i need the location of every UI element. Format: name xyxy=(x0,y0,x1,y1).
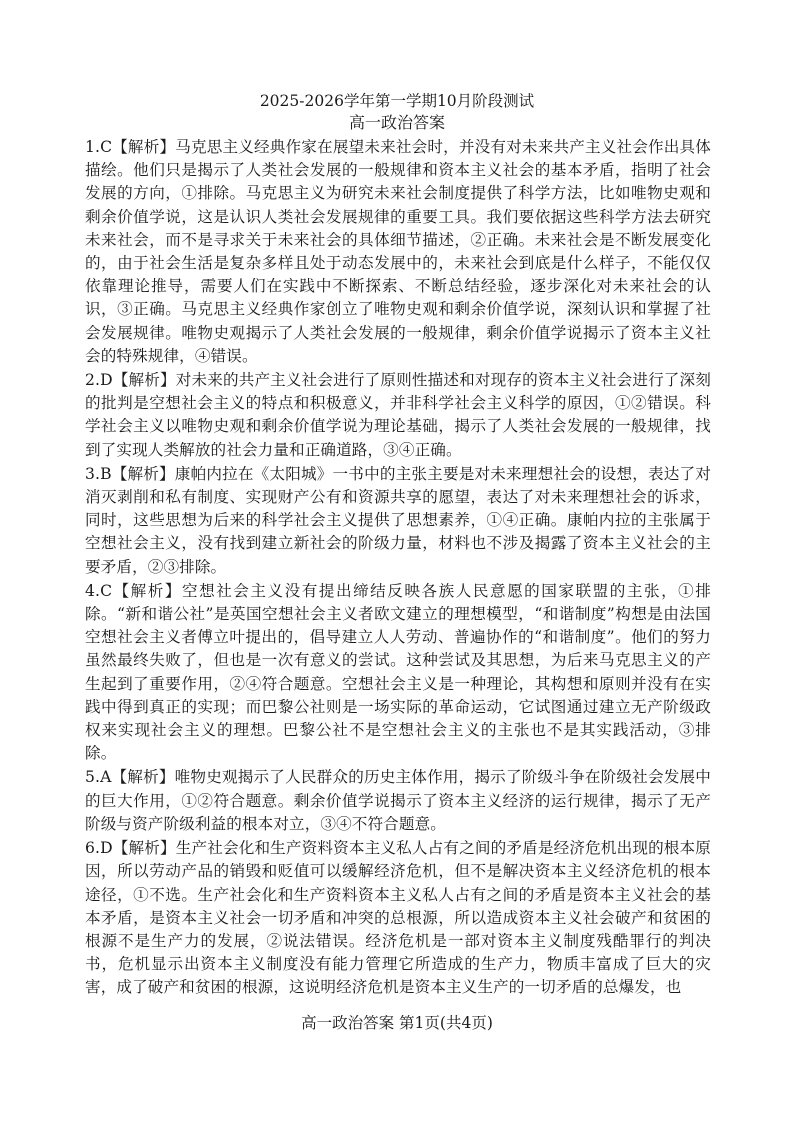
answer-item-4: 4.C【解析】空想社会主义没有提出缔结反映各族人民意愿的国家联盟的主张，①排除。“新和谐公社”是英国空想社会主义者欧文建立的理想模型，“和谐制度”构想是由法国空想社会主义者傅立叶提出的，倡导建立人人劳动、普遍协作的“和谐制度”。他们的努力虽然最终失败了，但也是一次有意义的尝试。这种尝试及其思想，为后来马克思主义的产生起到了重要作用，②④符合题意。空想社会主义是一种理论，其构想和原则并没有在实践中得到真正的实现；而巴黎公社则是一场实际的革命运动，它试图通过建立无产阶级政权来实现社会主义的理想。巴黎公社不是空想社会主义的主张也不是其实践活动，③排除。 xyxy=(85,581,711,763)
answer-item-3: 3.B【解析】康帕内拉在《太阳城》一书中的主张主要是对未来理想社会的设想，表达了对消灭剥削和私有制度、实现财产公有和资源共享的愿望，表达了对未来理想社会的诉求，同时，这些思想为后来的科学社会主义提供了思想素养，①④正确。康帕内拉的主张属于空想社会主义，没有找到建立新社会的阶级力量，材料也不涉及揭露了资本主义社会的主要矛盾，②③排除。 xyxy=(85,464,711,576)
document-subtitle: 高一政治答案 xyxy=(348,113,445,132)
answer-list xyxy=(85,136,711,1001)
document-title: 2025-2026学年第一学期10月阶段测试 xyxy=(259,92,535,110)
page-footer: 高一政治答案 第1页(共4页) xyxy=(301,1014,493,1032)
answer-item-1: 1.C【解析】马克思主义经典作家在展望未来社会时，并没有对未来共产主义社会作出具体描绘。他们只是揭示了人类社会发展的一般规律和资本主义社会的基本矛盾，指明了社会发展的方向，①排除。马克思主义为研究未来社会制度提供了科学方法，比如唯物史观和剩余价值学说，这是认识人类社会发展规律的重要工具。我们要依据这些科学方法去研究未来社会，而不是寻求关于未来社会的具体细节描述，②正确。未来社会是不断发展变化的，由于社会生活是复杂多样且处于动态发展中的，未来社会到底是什么样子，不能仅仅依靠理论推导，需要人们在实践中不断探索、不断总结经验，逐步深化对未来社会的认识，③正确。马克思主义经典作家创立了唯物史观和剩余价值学说，深刻认识和掌握了社会发展规律。唯物史观揭示了人类社会发展的一般规律，剩余价值学说揭示了资本主义社会的特殊规律，④错误。 xyxy=(85,138,711,365)
answer-item-5: 5.A【解析】唯物史观揭示了人民群众的历史主体作用，揭示了阶级斗争在阶级社会发展中的巨大作用，①②符合题意。剩余价值学说揭示了资本主义经济的运行规律，揭示了无产阶级与资产阶级利益的根本对立，③④不符合题意。 xyxy=(85,768,711,833)
answer-item-2: 2.D【解析】对未来的共产主义社会进行了原则性描述和对现存的资本主义社会进行了深刻的批判是空想社会主义的特点和积极意义，并非科学社会主义科学的原因，①②错误。科学社会主义以唯物史观和剩余价值学说为理论基础，揭示了人类社会发展的一般规律，找到了实现人类解放的社会力量和正确道路，③④正确。 xyxy=(85,371,711,459)
answer-item-6: 6.D【解析】生产社会化和生产资料资本主义私人占有之间的矛盾是经济危机出现的根本原因，所以劳动产品的销毁和贬值可以缓解经济危机，但不是解决资本主义经济危机的根本途径，①不选。生产社会化和生产资料资本主义私人占有之间的矛盾是资本主义社会的基本矛盾，是资本主义社会一切矛盾和冲突的总根源，所以造成资本主义社会破产和贫困的根源不是生产力的发展，②说法错误。经济危机是一部对资本主义制度残酷罪行的判决书，危机显示出资本主义制度没有能力管理它所造成的生产力，物质丰富成了巨大的灾害，成了破产和贫困的根源，这说明经济危机是资本主义生产的一切矛盾的总爆发，也 xyxy=(85,839,711,997)
